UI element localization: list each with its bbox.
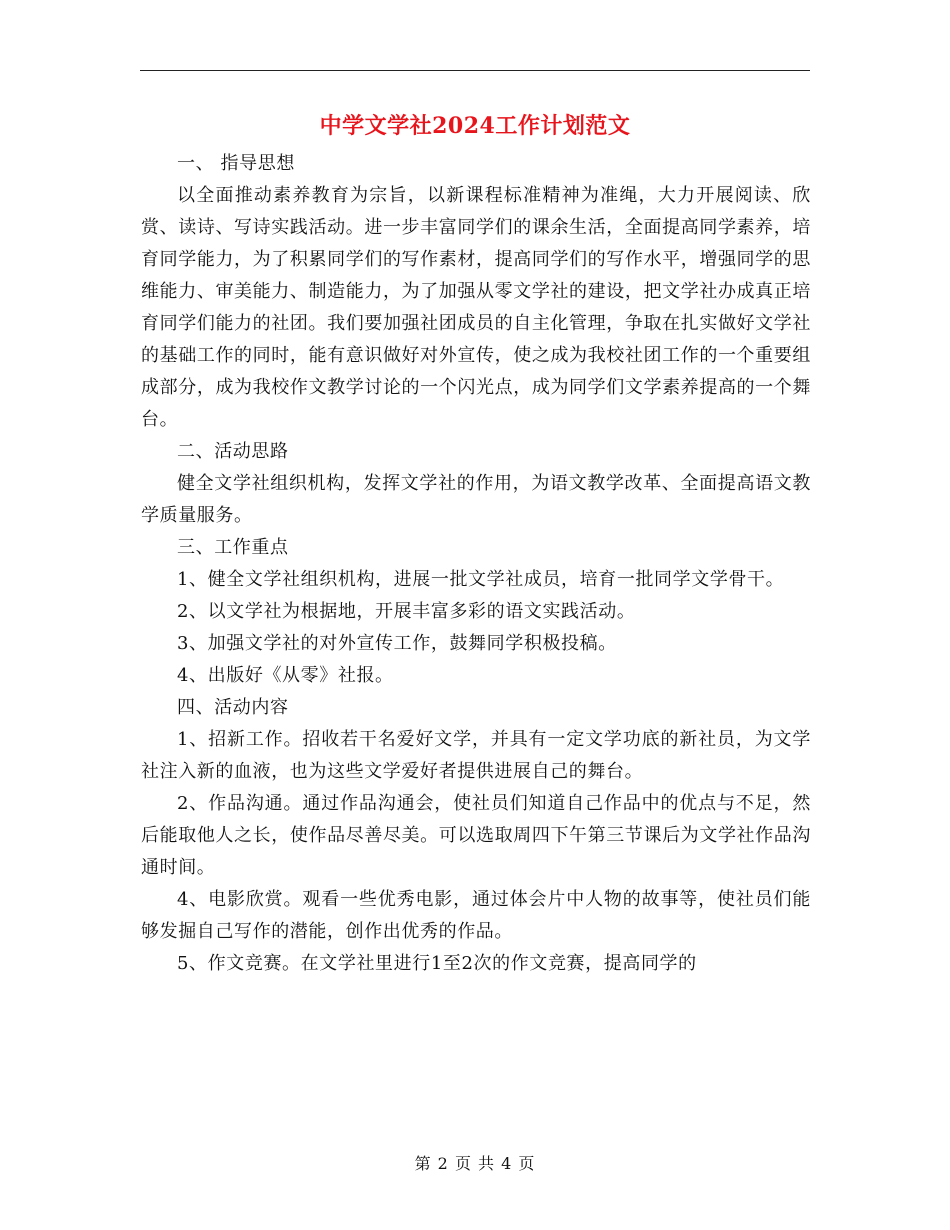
list-item: 4、电影欣赏。观看一些优秀电影，通过体会片中人物的故事等，使社员们能够发掘自己写作的潜能，创作出优秀的作品。 — [141, 889, 811, 942]
list-item: 1、健全文学社组织机构，进展一批文学社成员，培育一批同学文学骨干。 — [177, 569, 785, 590]
paragraph: 健全文学社组织机构，发挥文学社的作用，为语文教学改革、全面提高语文教学质量服务。 — [141, 473, 811, 526]
list-item: 2、以文学社为根据地，开展丰富多彩的语文实践活动。 — [177, 601, 636, 622]
section-heading-2: 二、活动思路 — [177, 441, 289, 462]
list-item: 2、作品沟通。通过作品沟通会，使社员们知道自己作品中的优点与不足，然后能取他人之长，使作品尽善尽美。可以选取周四下午第三节课后为文学社作品沟通时间。 — [141, 793, 811, 878]
header-rule — [140, 70, 810, 71]
list-item: 3、加强文学社的对外宣传工作，鼓舞同学积极投稿。 — [177, 633, 617, 654]
document-body — [141, 148, 811, 980]
section-heading-1: 一、 指导思想 — [177, 153, 295, 174]
paragraph: 以全面推动素养教育为宗旨，以新课程标准精神为准绳，大力开展阅读、欣赏、读诗、写诗实践活动。进一步丰富同学们的课余生活，全面提高同学素养，培育同学能力，为了积累同学们的写作素材，提高同学们的写作水平，增强同学的思维能力、审美能力、制造能力，为了加强从零文学社的建设，把文学社办成真正培育同学们能力的社团。我们要加强社团成员的自主化管理，争取在扎实做好文学社的基础工作的同时，能有意识做好对外宣传，使之成为我校社团工作的一个重要组成部分，成为我校作文教学讨论的一个闪光点，成为同学们文学素养提高的一个舞台。 — [141, 185, 811, 430]
section-heading-3: 三、工作重点 — [177, 537, 289, 558]
list-item: 5、作文竞赛。在文学社里进行1至2次的作文竞赛，提高同学的 — [177, 953, 697, 974]
page-number-footer: 第 2 页 共 4 页 — [414, 1154, 536, 1173]
section-heading-4: 四、活动内容 — [177, 697, 289, 718]
list-item: 1、招新工作。招收若干名爱好文学，并具有一定文学功底的新社员，为文学社注入新的血液，也为这些文学爱好者提供进展自己的舞台。 — [141, 729, 811, 782]
document-title: 中学文学社2024工作计划范文 — [319, 113, 631, 139]
list-item: 4、出版好《从零》社报。 — [177, 665, 394, 686]
